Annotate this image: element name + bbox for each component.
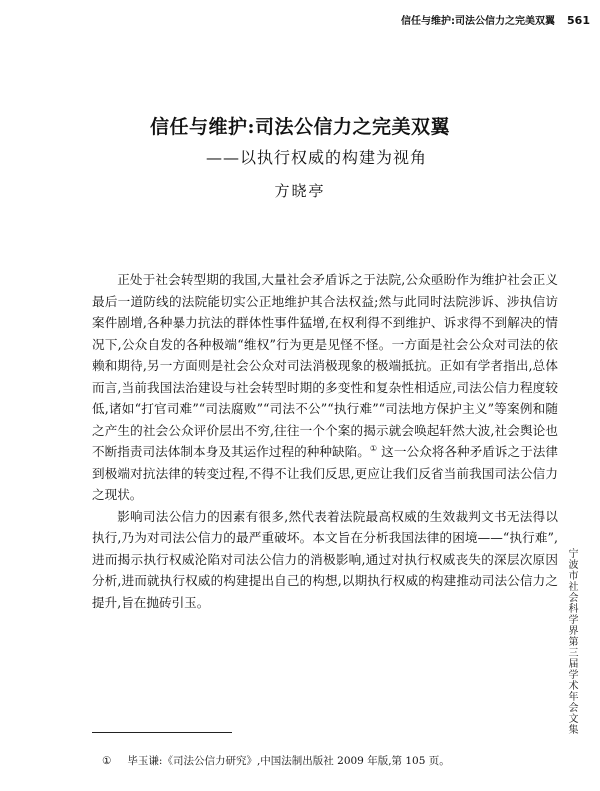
footnote-mark: ① bbox=[102, 755, 112, 767]
paragraph-2: 影响司法公信力的因素有很多,然代表着法院最高权威的生效裁判文书无法得以执行,乃为对司法公信力的最严重破坏。本文旨在分析我国法律的困境——“执行难”,进而揭示执行权威沦陷对司法公信力的消极影响,通过对执行权威丧失的深层次原因分析,进而就执行权威的构建提出自己的构想,以期执行权威的构建推动司法公信力之提升,旨在抛砖引玉。 bbox=[92, 508, 558, 610]
running-header bbox=[360, 12, 590, 27]
article-author: 方晓亭 bbox=[274, 182, 326, 200]
footnote-reference: ① bbox=[369, 443, 378, 453]
footnote bbox=[102, 753, 542, 768]
footnote-divider bbox=[92, 732, 232, 733]
running-title: 信任与维护:司法公信力之完美双翼 bbox=[401, 16, 556, 27]
paragraph-1-text: 正处于社会转型期的我国,大量社会矛盾诉之于法院,公众亟盼作为维护社会正义最后一道防线的法院能切实公正地维护其合法权益;然与此同时法院涉诉、涉执信访案件剧增,各种暴力抗法的群体性事件猛增,在权利得不到维护、诉求得不到解决的情况下,公众自发的各种极端“维权”行为更是见怪不怪。一方面是社会公众对司法的依赖和期待,另一方面则是社会公众对司法消极现象的极端抵抗。正如有学者指出,总体而言,当前我国法治建设与社会转型时期的多变性和复杂性相适应,司法公信力程度较低,诸如“打官司难”“司法腐败”“司法不公”“执行难”“司法地方保护主义”等案例和随之产生的社会公众评价层出不穷,往往一个个案的揭示就会唤起轩然大波,社会舆论也不断指责司法体制本身及其运作过程的种种缺陷。 bbox=[92, 272, 558, 459]
article-title: 信任与维护:司法公信力之完美双翼 bbox=[149, 116, 450, 138]
paragraph-1 bbox=[92, 269, 558, 506]
article-subtitle: ——以执行权威的构建为视角 bbox=[206, 148, 428, 167]
paragraph-1-text-cont: 这一公众将各种矛盾诉之于法律到极端对抗法律的转变过程,不得不让我们反思,更应让我们反省当前我国司法公信力之现状。 bbox=[92, 444, 559, 502]
footnote-text: 毕玉谦:《司法公信力研究》,中国法制出版社 2009 年版,第 105 页。 bbox=[127, 755, 450, 767]
article-body bbox=[92, 269, 558, 613]
collection-sidebar-label: 宁波市社会科学界第三届学术年会文集 bbox=[566, 548, 577, 735]
page-number: 561 bbox=[567, 14, 590, 27]
